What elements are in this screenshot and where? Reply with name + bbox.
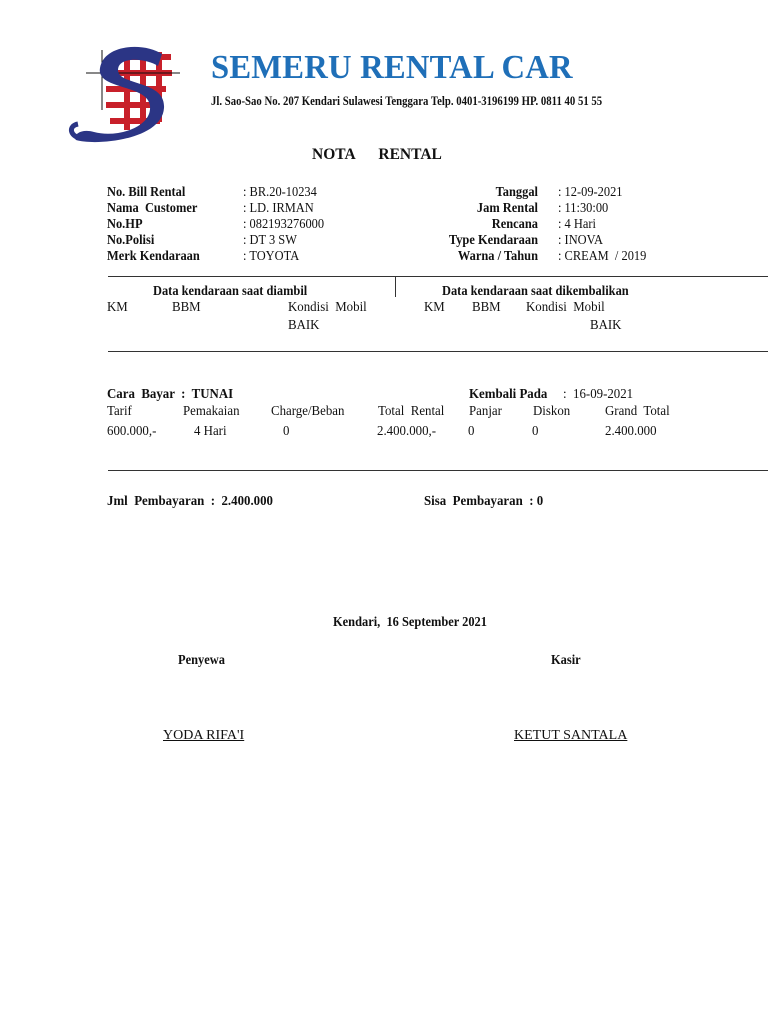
value-phone: : 082193276000 [243,216,325,231]
value-total-rental: 2.400.000,- [377,424,437,439]
label-vehicle-type: Type Kendaraan [448,232,538,247]
cashier-name: KETUT SANTALA [514,728,628,743]
label-customer-name: Nama Customer [107,200,198,215]
value-bill-rental: : BR.20-10234 [243,184,317,199]
vehicle-in-km: KM [424,300,445,315]
vehicle-in-bbm: BBM [472,300,501,315]
header-charge: Charge/Beban [271,404,345,419]
document-title: NOTA RENTAL [312,146,442,163]
value-plate: : DT 3 SW [243,232,297,247]
remaining-payment: Sisa Pembayaran : 0 [424,494,544,509]
label-plate: No.Polisi [107,232,155,247]
header-usage: Pemakaian [183,404,240,419]
label-color-year: Warna / Tahun [457,248,538,263]
total-paid: Jml Pembayaran : 2.400.000 [107,494,274,509]
value-vehicle-type: : INOVA [558,232,603,247]
header-discount: Diskon [533,404,571,419]
value-customer-name: : LD. IRMAN [243,200,314,215]
label-rental-time: Jam Rental [476,200,538,215]
place-date: Kendari, 16 September 2021 [333,614,487,629]
value-discount: 0 [532,424,539,439]
label-plan: Rencana [491,216,538,231]
divider-middle [108,351,768,352]
vehicle-out-condition-label: Kondisi Mobil [288,300,367,315]
vehicle-out-bbm: BBM [172,300,201,315]
vehicle-in-heading: Data kendaraan saat dikembalikan [442,283,629,298]
label-vehicle-brand: Merk Kendaraan [107,248,200,263]
label-phone: No.HP [107,216,143,231]
divider-top [108,276,768,277]
company-name: SEMERU RENTAL CAR [211,49,573,86]
cashier-label: Kasir [551,652,581,667]
company-address: Jl. Sao-Sao No. 207 Kendari Sulawesi Tenggara Telp. 0401-3196199 HP. 0811 40 51 55 [211,94,603,108]
value-charge: 0 [283,424,290,439]
divider-bottom [108,470,768,471]
value-color-year: : CREAM / 2019 [558,248,647,263]
renter-name: YODA RIFA'I [163,728,245,743]
vehicle-out-condition-value: BAIK [288,318,320,333]
vehicle-in-condition-value: BAIK [590,318,622,333]
vehicle-in-condition-label: Kondisi Mobil [526,300,605,315]
payment-method: Cara Bayar : TUNAI [107,387,234,402]
label-bill-rental: No. Bill Rental [107,184,186,199]
vehicle-out-heading: Data kendaraan saat diambil [153,283,308,298]
value-date: : 12-09-2021 [558,184,623,199]
label-date: Tanggal [495,184,538,199]
value-plan: : 4 Hari [558,216,596,231]
vehicle-out-km: KM [107,300,128,315]
header-total-rental: Total Rental [378,404,445,419]
value-deposit: 0 [468,424,475,439]
company-logo-icon [66,40,186,148]
divider-vertical [395,277,396,297]
value-tarif: 600.000,- [107,424,157,439]
header-tarif: Tarif [107,404,132,419]
return-date-value: : 16-09-2021 [563,387,634,402]
value-vehicle-brand: : TOYOTA [243,248,300,263]
value-grand-total: 2.400.000 [605,424,657,439]
renter-label: Penyewa [178,652,225,667]
return-date-label: Kembali Pada [469,387,548,402]
value-usage: 4 Hari [194,424,227,439]
header-deposit: Panjar [469,404,502,419]
value-rental-time: : 11:30:00 [558,200,609,215]
header-grand-total: Grand Total [605,404,670,419]
